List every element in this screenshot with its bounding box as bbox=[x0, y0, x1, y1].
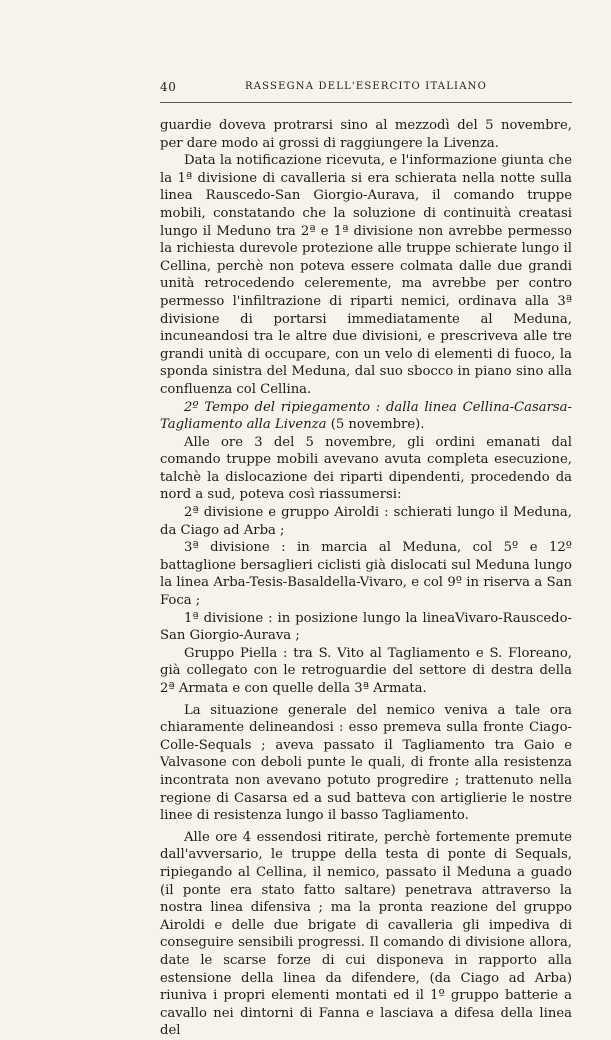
running-title: RASSEGNA DELL'ESERCITO ITALIANO bbox=[245, 81, 487, 92]
list-item: 2ª divisione e gruppo Airoldi : schierati lungo il Meduna, da Ciago ad Arba ; bbox=[160, 505, 572, 538]
body-text bbox=[160, 117, 572, 1040]
list-item: 1ª divisione : in posizione lungo la lineaVivaro-Rauscedo-San Giorgio-Aurava ; bbox=[160, 610, 572, 644]
paragraph: Alle ore 3 del 5 novembre, gli ordini emanati dal comando truppe mobili avevano avuta completa esecuzione, talchè la dislocazione dei riparti dipendenti, procedendo da nord a sud, poteva così riassumersi: bbox=[160, 434, 572, 503]
paragraph: Data la notificazione ricevuta, e l'informazione giunta che la 1ª divisione di cavalleria si era schierata nella notte sulla linea Rauscedo-San Giorgio-Aurava, il comando truppe mobili, constatando che la soluzione di continuità creatasi lungo il Meduno tra 2ª e 1ª divisione non avrebbe permesso la richiesta durevole protezione alle truppe schierate lungo il Cellina, perchè non poteva essere colmata dalle due grandi unità retrocedendo celeremente, ma avrebbe per contro permesso l'infiltrazione di riparti nemici, ordinava alla 3ª divisione di portarsi immediatamente al Meduna, incuneandosi tra le altre due divisioni, e prescriveva alle tre grandi unità di occupare, con un velo di elementi di fuoco, la sponda sinistra del Meduna, dal suo sbocco in piano sino alla confluenza col Cellina. bbox=[160, 153, 572, 397]
paragraph: guardie doveva protrarsi sino al mezzodì del 5 novembre, per dare modo ai grossi di raggiungere la Livenza. bbox=[160, 118, 572, 151]
paragraph: Alle ore 4 essendosi ritirate, perchè fortemente premute dall'avversario, le truppe della testa di ponte di Sequals, ripiegando al Cellina, il nemico, passato il Meduna a guado (il ponte era stato fatto saltare) penetrava attraverso la nostra linea difensiva ; ma la pronta reazione del gruppo Airoldi e delle due brigate di cavalleria gli impediva di conseguire sensibili progressi. Il comando di divisione allora, date le scarse forze di cui disponeva in rapporto alla estensione della linea da difendere, (da Ciago ad Arba) riuniva i propri elementi montati ed il 1º gruppo batterie a cavallo nei dintorni di Fanna e lasciava a difesa della linea del bbox=[160, 829, 572, 1039]
page-number: 40 bbox=[160, 80, 177, 94]
section-heading-date: (5 novembre). bbox=[326, 417, 425, 433]
header-rule bbox=[160, 102, 572, 103]
section-heading-italic: 2º Tempo del ripiegamento : dalla linea Cellina-Casarsa-Tagliamento alla Livenza bbox=[160, 399, 572, 433]
list-item: 3ª divisione : in marcia al Meduna, col 5º e 12º battaglione bersaglieri ciclisti già dislocati sul Meduna lungo la linea Arba-Tesis-Basaldella-Vivaro, e col 9º in riserva a San Foca ; bbox=[160, 540, 572, 609]
page-header bbox=[160, 80, 572, 98]
section-heading bbox=[160, 399, 572, 434]
paragraph: La situazione generale del nemico veniva a tale ora chiaramente delineandosi : esso premeva sulla fronte Ciago-Colle-Sequals ; aveva passato il Tagliamento tra Gaio e Valvasone con deboli punte le quali, di fronte alla resistenza incontrata non avevano potuto progredire ; trattenuto nella regione di Casarsa ed a sud batteva con artiglierie le nostre linee di resistenza lungo il basso Tagliamento. bbox=[160, 702, 572, 824]
list-item: Gruppo Piella : tra S. Vito al Tagliamento e S. Floreano, già collegato con le retroguardie del settore di destra della 2ª Armata e con quelle della 3ª Armata. bbox=[160, 645, 572, 696]
